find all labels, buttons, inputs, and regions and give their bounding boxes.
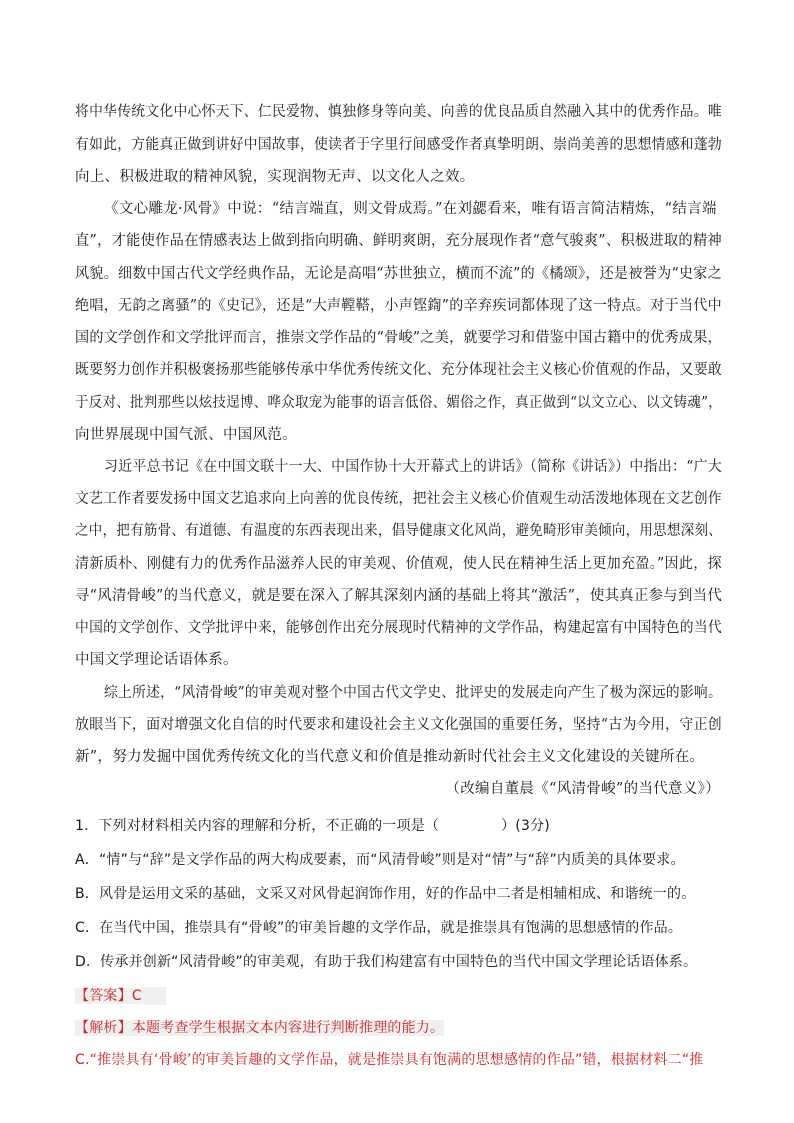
paragraph-2-line-7: 于反对、批判那些以炫技逞博、哗众取宠为能事的语言低俗、媚俗之作，真正做到“以文立心、以文铸魂”， <box>75 395 722 411</box>
paragraph-2-line-4: 绝唱，无韵之离骚”的《史记》，还是“大声鞺鞳，小声铿鍧”的辛弃疾词都体现了这一特点。对于当代中 <box>75 298 722 314</box>
paragraph-3-line-6: 中国的文学创作、文学批评中来，能够创作出充分展现时代精神的文学作品，构建起富有中国特色的当代 <box>75 620 722 636</box>
answer-label: 【答案】 <box>75 988 132 1004</box>
analysis-detail: C.“推崇具有‘骨峻’的审美旨趣的文学作品，就是推崇具有饱满的思想感情的作品”错，根据材料二“推 <box>75 1052 704 1068</box>
option-c: C．在当代中国，推崇具有“骨峻”的审美旨趣的文学作品，就是推崇具有饱满的思想感情的作品。 <box>75 920 683 936</box>
paragraph-3-line-3: 之中，把有筋骨、有道德、有温度的东西表现出来，倡导健康文化风尚，避免畸形审美倾向，用思想深刻、 <box>75 523 722 539</box>
paragraph-3-line-5: 寻“风清骨峻”的当代意义，就是要在深入了解其深刻内涵的基础上将其“激活”，使其真正参与到当代 <box>75 588 722 604</box>
answer-highlight <box>142 987 166 1005</box>
paragraph-1-line-1: 将中华传统文化中心怀天下、仁民爱物、慎独修身等向美、向善的优良品质自然融入其中的优秀作品。唯 <box>75 104 722 120</box>
answer-line <box>75 986 166 1006</box>
option-d: D．传承并创新“风清骨峻”的审美观，有助于我们构建富有中国特色的当代中国文学理论话语体系。 <box>75 954 698 970</box>
paragraph-2-line-2: 直”，才能使作品在情感表达上做到指向明确、鲜明爽朗，充分展现作者“意气骏爽”、积极进取的精神 <box>75 233 722 249</box>
question-stem <box>75 816 550 836</box>
paragraph-2-line-6: 既要努力创作并积极褒扬那些能够传承中华优秀传统文化、充分体现社会主义核心价值观的作品，又要敢 <box>75 362 722 378</box>
paragraph-2-line-3: 风貌。细数中国古代文学经典作品，无论是高唱“苏世独立，横而不流”的《橘颂》，还是被誉为“史家之 <box>75 266 722 282</box>
option-a: A．“情”与“辞”是文学作品的两大构成要素，而“风清骨峻”则是对“情”与“辞”内质美的具体要求。 <box>75 852 685 868</box>
analysis-line <box>75 1018 444 1038</box>
analysis-label: 【解析】 <box>75 1020 132 1036</box>
question-score: ）(3分) <box>501 818 550 834</box>
answer-value: C <box>131 988 142 1004</box>
paragraph-1-line-2: 有如此，方能真正做到讲好中国故事，使读者于字里行间感受作者真挚明朗、崇尚美善的思想情感和蓬勃 <box>75 137 722 153</box>
paragraph-1-line-3: 向上、积极进取的精神风貌，实现润物无声、以文化人之效。 <box>75 169 475 185</box>
option-b: B．风骨是运用文采的基础，文采又对风骨起润饰作用，好的作品中二者是相辅相成、和谐统一的。 <box>75 886 696 902</box>
paragraph-4-line-2: 放眼当下，面对增强文化自信的时代要求和建设社会主义文化强国的重要任务，坚持“古为今用，守正创 <box>75 717 722 733</box>
paragraph-3-line-7: 中国文学理论话语体系。 <box>75 652 238 668</box>
paragraph-3-line-4: 清新质朴、刚健有力的优秀作品滋养人民的审美观、价值观，使人民在精神生活上更加充盈。”因此，探 <box>75 556 722 572</box>
paragraph-2-line-8: 向世界展现中国气派、中国风范。 <box>75 427 297 443</box>
paragraph-2-line-5: 国的文学创作和文学批评而言，推崇文学作品的“骨峻”之美，就要学习和借鉴中国古籍中的优秀成果， <box>75 330 722 346</box>
analysis-text: 本题考查学生根据文本内容进行判断推理的能力。 <box>131 1020 445 1036</box>
paragraph-4-line-3: 新”，努力发掘中国优秀传统文化的当代意义和价值是推动新时代社会主义文化建设的关键所在。 <box>75 749 705 765</box>
paragraph-4-line-1: 综上所述，“风清骨峻”的审美观对整个中国古代文学史、批评史的发展走向产生了极为深远的影响。 <box>104 685 722 701</box>
question-stem-text: 1．下列对材料相关内容的理解和分析，不正确的一项是（ <box>75 818 440 834</box>
paragraph-2-line-1: 《文心雕龙·风骨》中说：“结言端直，则文骨成焉。”在刘勰看来，唯有语言简洁精炼，“结言端 <box>104 201 717 217</box>
paragraph-3-line-2: 文艺工作者要发扬中国文艺追求向上向善的优良传统，把社会主义核心价值观生动活泼地体现在文艺创作 <box>75 491 722 507</box>
source-attribution: （改编自董晨《“风清骨峻”的当代意义》） <box>445 781 720 797</box>
paragraph-3-line-1: 习近平总书记《在中国文联十一大、中国作协十大开幕式上的讲话》（简称《讲话》）中指出：“广大 <box>104 459 722 475</box>
